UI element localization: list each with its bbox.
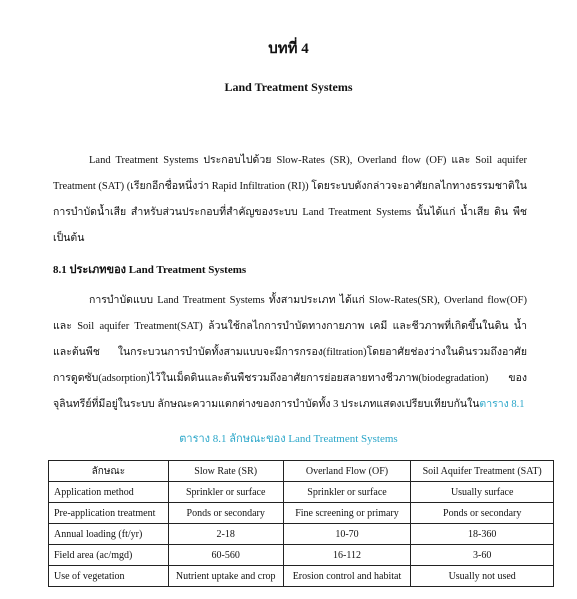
table-cell: 2-18	[168, 524, 283, 545]
header-soil-aquifer: Soil Aquifer Treatment (SAT)	[411, 461, 554, 482]
table-cell: Sprinkler or surface	[283, 482, 411, 503]
table-cell: Fine screening or primary	[283, 503, 411, 524]
table-cell: Ponds or secondary	[411, 503, 554, 524]
comparison-table	[48, 460, 554, 587]
header-overland-flow: Overland Flow (OF)	[283, 461, 411, 482]
table-cell: 18-360	[411, 524, 554, 545]
table-cell: Usually not used	[411, 566, 554, 587]
header-slow-rate: Slow Rate (SR)	[168, 461, 283, 482]
table-cell: Sprinkler or surface	[168, 482, 283, 503]
table-cell: 16-112	[283, 545, 411, 566]
table-row	[49, 566, 554, 587]
table-cell: 60-560	[168, 545, 283, 566]
table-cell: 3-60	[411, 545, 554, 566]
section-paragraph-text: การบำบัดแบบ Land Treatment Systems ทั้งสามประเภท ได้แก่ Slow-Rates(SR), Overland flow(OF) และ Soil aquifer Treatment(SAT) ล้วนใช้กลไกการบำบัดทางกายภาพ เคมี และชีวภาพที่เกิดขึ้นในดิน น้ำ และต้นพืช ในกระบวนการบำบัดทั้งสามแบบจะมีการกรอง(filtration)โดยอาศัยช่องว่างในดินรวมถึงอาศัยการดูดซับ(adsorption)ไว้ในเม็ดดินและต้นพืชรวมถึงอาศัยการย่อยสลายทางชีวภาพ(biodegradation) ของจุลินทรีย์ที่มีอยู่ในระบบ ลักษณะความแตกต่างของการบำบัดทั้ง 3 ประเภทแสดงเปรียบเทียบกันใน	[53, 295, 527, 410]
header-characteristic: ลักษณะ	[49, 461, 169, 482]
table-header-row	[49, 461, 554, 482]
table-row	[49, 503, 554, 524]
document-subtitle: Land Treatment Systems	[224, 80, 353, 94]
table-cell: Ponds or secondary	[168, 503, 283, 524]
table-cell: Annual loading (ft/yr)	[49, 524, 169, 545]
table-cell: Pre-application treatment	[49, 503, 169, 524]
table-cell: Use of vegetation	[49, 566, 169, 587]
section-heading: 8.1 ประเภทของ Land Treatment Systems	[53, 264, 247, 276]
table-cell: Nutrient uptake and crop	[168, 566, 283, 587]
table-row	[49, 545, 554, 566]
table-row	[49, 482, 554, 503]
table-cell: Field area (ac/mgd)	[49, 545, 169, 566]
intro-paragraph: Land Treatment Systems ประกอบไปด้วย Slow-Rates (SR), Overland flow (OF) และ Soil aquifer Treatment (SAT) (เรียกอีกชื่อหนึ่งว่า Rapid Infiltration (RI)) โดยระบบดังกล่าวจะอาศัยกลไกทางธรรมชาติใน การบำบัดน้ำเสีย สำหรับส่วนประกอบที่สำคัญของระบบ Land Treatment Systems นั้นได้แก่ น้ำเสีย ดิน พืช เป็นต้น	[53, 155, 527, 244]
table-row	[49, 524, 554, 545]
table-caption: ตาราง 8.1 ลักษณะของ Land Treatment Systems	[179, 433, 398, 445]
chapter-title: บทที่ 4	[268, 41, 309, 57]
section-paragraph	[53, 288, 527, 418]
table-reference-link[interactable]: ตาราง 8.1	[479, 399, 525, 410]
table-cell: Erosion control and habitat	[283, 566, 411, 587]
table-cell: Application method	[49, 482, 169, 503]
table-cell: 10-70	[283, 524, 411, 545]
table-cell: Usually surface	[411, 482, 554, 503]
